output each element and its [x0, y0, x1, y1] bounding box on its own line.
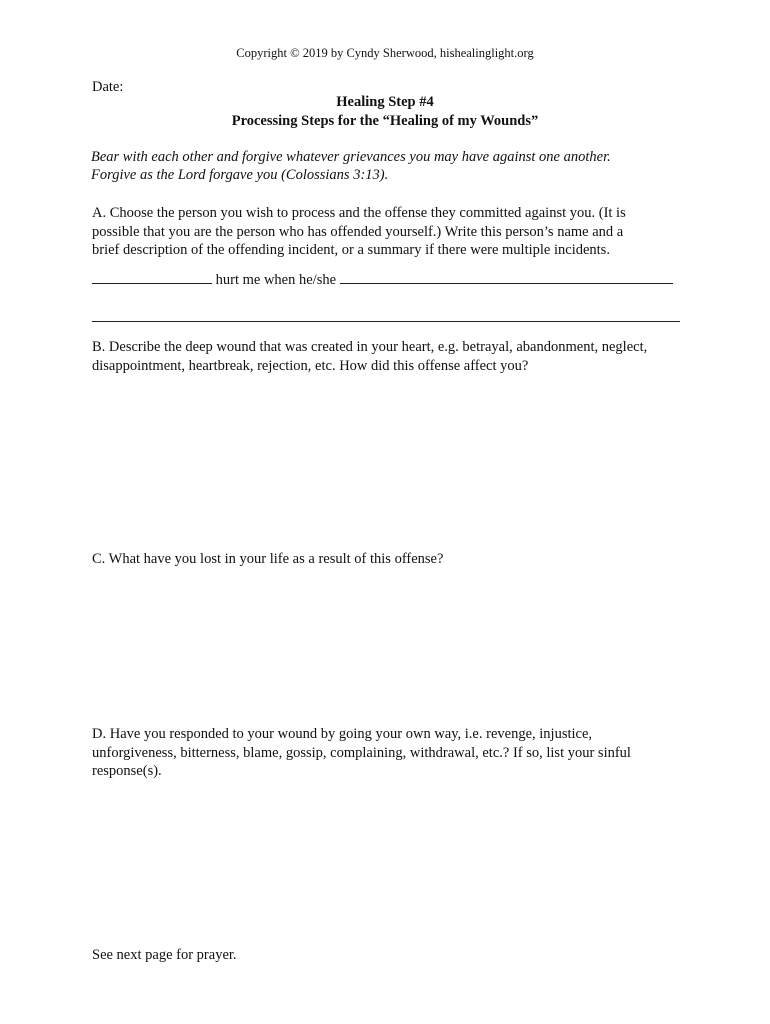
page-title: Healing Step #4: [336, 94, 434, 110]
section-d-line: unforgiveness, bitterness, blame, gossip, complaining, withdrawal, etc.? If so, list your sinful: [92, 744, 631, 761]
section-d-line: response(s).: [92, 763, 162, 779]
section-d-question: [92, 725, 692, 781]
section-a-line: possible that you are the person who has offended yourself.) Write this person’s name and a: [92, 223, 624, 240]
section-b-line: disappointment, heartbreak, rejection, etc. How did this offense affect you?: [92, 357, 529, 374]
page-subtitle: Processing Steps for the “Healing of my Wounds”: [231, 113, 539, 129]
next-page-note: See next page for prayer.: [92, 947, 237, 963]
offense-description-blank[interactable]: [340, 269, 673, 284]
fill-in-text: hurt me when he/she: [212, 272, 340, 288]
section-a-instructions: [92, 204, 692, 260]
date-label: Date:: [92, 79, 124, 95]
person-name-blank[interactable]: [92, 269, 212, 284]
copyright-notice: Copyright © 2019 by Cyndy Sherwood, hishealinglight.org: [236, 46, 534, 60]
offense-fill-in-line: [92, 269, 692, 289]
verse-line: Forgive as the Lord forgave you (Colossians 3:13).: [91, 167, 389, 183]
section-d-line: D. Have you responded to your wound by going your own way, i.e. revenge, injustice,: [92, 726, 593, 742]
offense-continuation-blank[interactable]: [92, 321, 680, 322]
section-c-line: C. What have you lost in your life as a result of this offense?: [92, 551, 444, 567]
section-a-line: brief description of the offending incident, or a summary if there were multiple incidents.: [92, 242, 610, 258]
section-b-question: [92, 338, 692, 375]
section-c-question: [92, 550, 692, 569]
verse-line: Bear with each other and forgive whatever grievances you may have against one another.: [91, 149, 611, 165]
section-b-line: B. Describe the deep wound that was created in your heart, e.g. betrayal, abandonment, neglect,: [92, 339, 648, 355]
scripture-verse: [91, 148, 691, 184]
section-a-line: A. Choose the person you wish to process and the offense they committed against you. (It is: [92, 205, 626, 221]
